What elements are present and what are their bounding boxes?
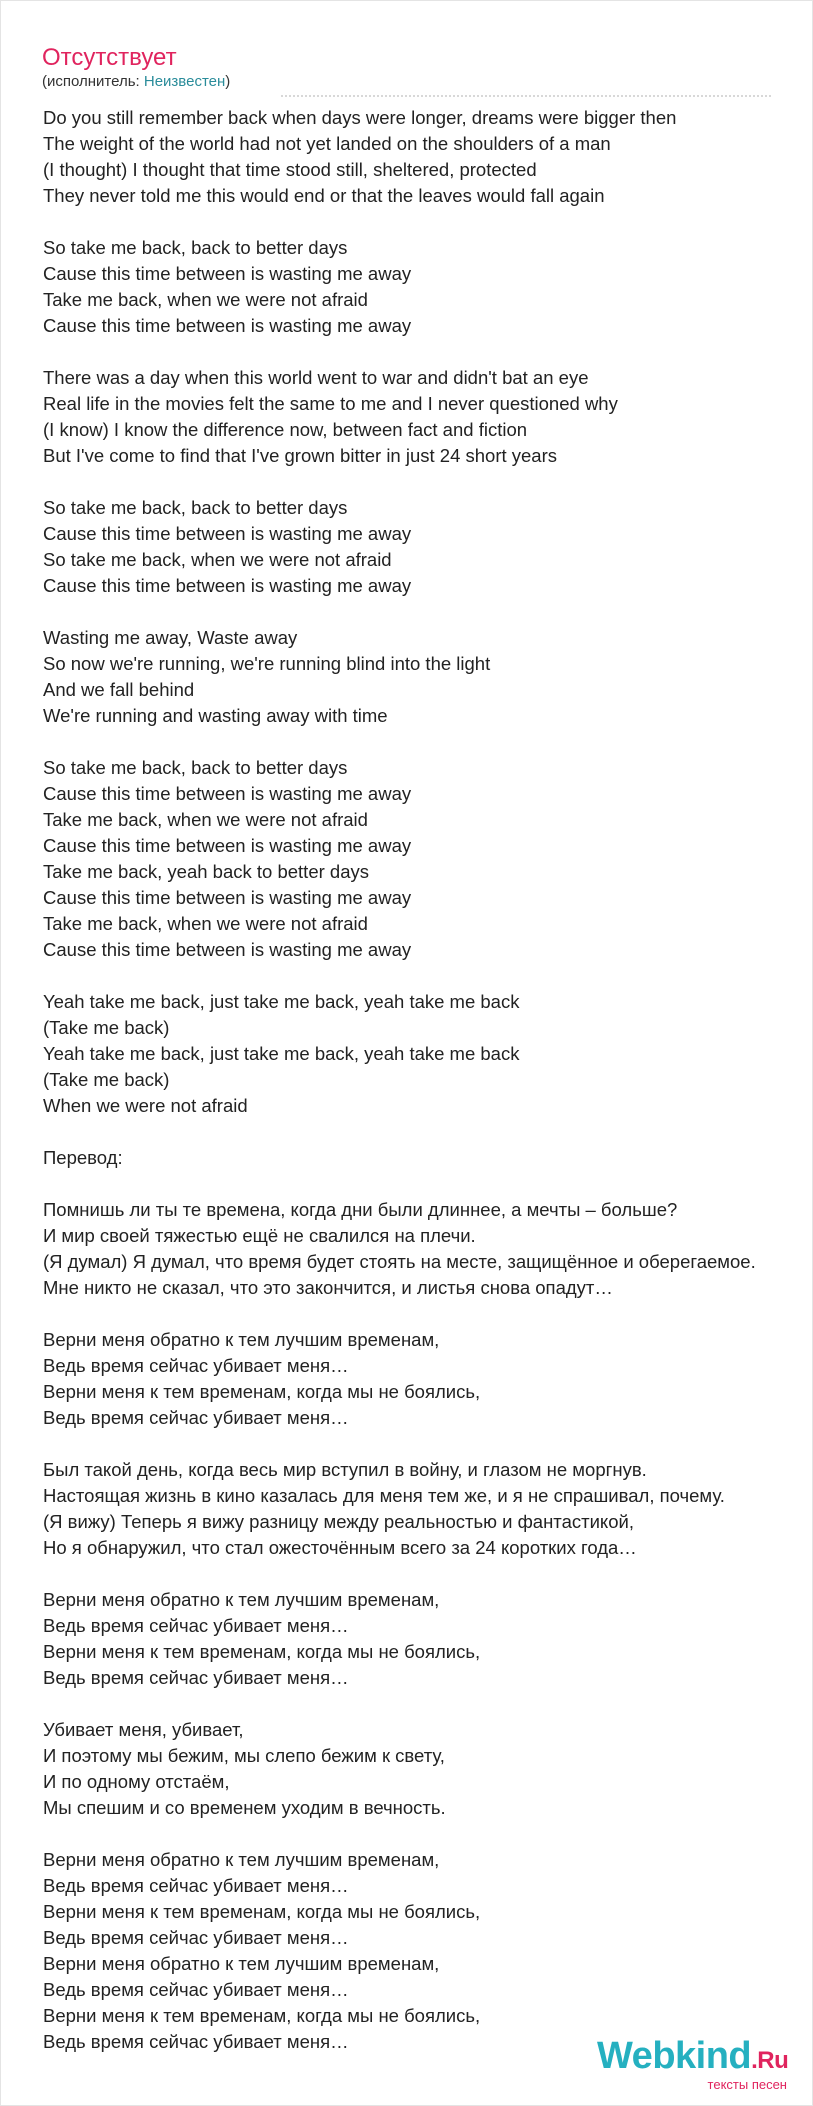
artist-link[interactable]: Неизвестен xyxy=(143,73,226,90)
artist-line xyxy=(42,73,230,91)
lyric-line: And we fall behind xyxy=(43,679,195,700)
artist-prefix: (исполнитель: xyxy=(42,73,144,90)
lyric-line: И по одному отстаём, xyxy=(43,1771,230,1792)
lyric-line: Cause this time between is wasting me away xyxy=(43,939,412,960)
lyric-line: Настоящая жизнь в кино казалась для меня тем же, и я не спрашивал, почему. xyxy=(43,1485,725,1506)
lyric-line: (Я вижу) Теперь я вижу разницу между реальностью и фантастикой, xyxy=(43,1511,634,1532)
lyric-line: Верни меня обратно к тем лучшим временам, xyxy=(43,1589,440,1610)
lyric-line: И мир своей тяжестью ещё не свалился на плечи. xyxy=(43,1225,476,1246)
stanza-break xyxy=(43,1821,813,1847)
logo-name: Webkind xyxy=(597,2035,752,2077)
lyric-line: Take me back, when we were not afraid xyxy=(43,913,368,934)
lyric-line: When we were not afraid xyxy=(43,1095,248,1116)
stanza-break xyxy=(43,1171,813,1197)
lyric-line: So now we're running, we're running blind into the light xyxy=(43,653,491,674)
lyric-line: (Take me back) xyxy=(43,1069,170,1090)
logo-wordmark xyxy=(597,2034,788,2083)
site-logo[interactable] xyxy=(597,2034,807,2096)
stanza-break xyxy=(43,209,813,235)
artist-suffix: ) xyxy=(225,73,231,90)
lyric-line: Cause this time between is wasting me away xyxy=(43,575,412,596)
lyric-line: Перевод: xyxy=(43,1147,123,1168)
header-divider xyxy=(281,95,771,97)
lyric-line: Real life in the movies felt the same to me and I never questioned why xyxy=(43,393,618,414)
lyric-line: Мне никто не сказал, что это закончится, и листья снова опадут… xyxy=(43,1277,613,1298)
lyric-line: Ведь время сейчас убивает меня… xyxy=(43,1875,349,1896)
song-title: Отсутствует xyxy=(42,44,177,71)
lyric-line: Yeah take me back, just take me back, yeah take me back xyxy=(43,1043,520,1064)
lyric-line: Ведь время сейчас убивает меня… xyxy=(43,1355,349,1376)
lyric-line: Помнишь ли ты те времена, когда дни были длиннее, а мечты – больше? xyxy=(43,1199,678,1220)
stanza-break xyxy=(43,1431,813,1457)
lyric-line: The weight of the world had not yet landed on the shoulders of a man xyxy=(43,133,611,154)
lyric-line: Верни меня к тем временам, когда мы не боялись, xyxy=(43,2005,481,2026)
lyric-line: Верни меня к тем временам, когда мы не боялись, xyxy=(43,1381,481,1402)
lyric-line: So take me back, back to better days xyxy=(43,757,348,778)
lyric-line: Был такой день, когда весь мир вступил в войну, и глазом не моргнув. xyxy=(43,1459,647,1480)
lyric-line: Cause this time between is wasting me away xyxy=(43,315,412,336)
stanza-break xyxy=(43,963,813,989)
lyric-line: Ведь время сейчас убивает меня… xyxy=(43,1927,349,1948)
lyric-line: Cause this time between is wasting me away xyxy=(43,887,412,908)
lyric-line: (I thought) I thought that time stood still, sheltered, protected xyxy=(43,159,537,180)
lyric-line: Верни меня обратно к тем лучшим временам, xyxy=(43,1849,440,1870)
logo-tagline: тексты песен xyxy=(707,2077,787,2092)
lyric-line: Убивает меня, убивает, xyxy=(43,1719,244,1740)
lyric-line: Верни меня обратно к тем лучшим временам, xyxy=(43,1329,440,1350)
lyric-line: И поэтому мы бежим, мы слепо бежим к свету, xyxy=(43,1745,445,1766)
lyric-line: (Take me back) xyxy=(43,1017,170,1038)
lyric-line: Take me back, yeah back to better days xyxy=(43,861,369,882)
lyric-line: Do you still remember back when days were longer, dreams were bigger then xyxy=(43,107,677,128)
stanza-break xyxy=(43,1301,813,1327)
stanza-break xyxy=(43,1119,813,1145)
lyric-line: We're running and wasting away with time xyxy=(43,705,388,726)
lyric-line: Мы спешим и со временем уходим в вечность. xyxy=(43,1797,446,1818)
lyric-line: They never told me this would end or that the leaves would fall again xyxy=(43,185,605,206)
lyric-line: Ведь время сейчас убивает меня… xyxy=(43,2031,349,2052)
lyric-line: Но я обнаружил, что стал ожесточённым всего за 24 коротких года… xyxy=(43,1537,637,1558)
stanza-break xyxy=(43,1561,813,1587)
lyric-line: But I've come to find that I've grown bitter in just 24 short years xyxy=(43,445,558,466)
stanza-break xyxy=(43,339,813,365)
lyric-line: (Я думал) Я думал, что время будет стоять на месте, защищённое и оберегаемое. xyxy=(43,1251,756,1272)
lyric-line: Верни меня к тем временам, когда мы не боялись, xyxy=(43,1641,481,1662)
lyric-line: Cause this time between is wasting me away xyxy=(43,263,412,284)
lyric-line: Take me back, when we were not afraid xyxy=(43,809,368,830)
stanza-break xyxy=(43,1691,813,1717)
lyric-line: Take me back, when we were not afraid xyxy=(43,289,368,310)
lyric-line: Cause this time between is wasting me away xyxy=(43,835,412,856)
lyric-line: Верни меня обратно к тем лучшим временам, xyxy=(43,1953,440,1974)
stanza-break xyxy=(43,599,813,625)
lyric-line: Ведь время сейчас убивает меня… xyxy=(43,1667,349,1688)
lyric-line: Верни меня к тем временам, когда мы не боялись, xyxy=(43,1901,481,1922)
lyric-line: Yeah take me back, just take me back, yeah take me back xyxy=(43,991,520,1012)
lyrics-body xyxy=(43,105,813,2055)
lyric-line: Ведь время сейчас убивает меня… xyxy=(43,1407,349,1428)
lyric-line: So take me back, when we were not afraid xyxy=(43,549,392,570)
lyric-line: Cause this time between is wasting me away xyxy=(43,523,412,544)
lyric-line: Wasting me away, Waste away xyxy=(43,627,298,648)
lyric-line: There was a day when this world went to war and didn't bat an eye xyxy=(43,367,589,388)
stanza-break xyxy=(43,469,813,495)
lyric-line: Ведь время сейчас убивает меня… xyxy=(43,1979,349,2000)
lyric-line: So take me back, back to better days xyxy=(43,497,348,518)
lyric-line: Cause this time between is wasting me away xyxy=(43,783,412,804)
lyric-line: (I know) I know the difference now, between fact and fiction xyxy=(43,419,528,440)
logo-suffix: .Ru xyxy=(751,2047,789,2074)
stanza-break xyxy=(43,729,813,755)
lyric-line: Ведь время сейчас убивает меня… xyxy=(43,1615,349,1636)
lyric-line: So take me back, back to better days xyxy=(43,237,348,258)
